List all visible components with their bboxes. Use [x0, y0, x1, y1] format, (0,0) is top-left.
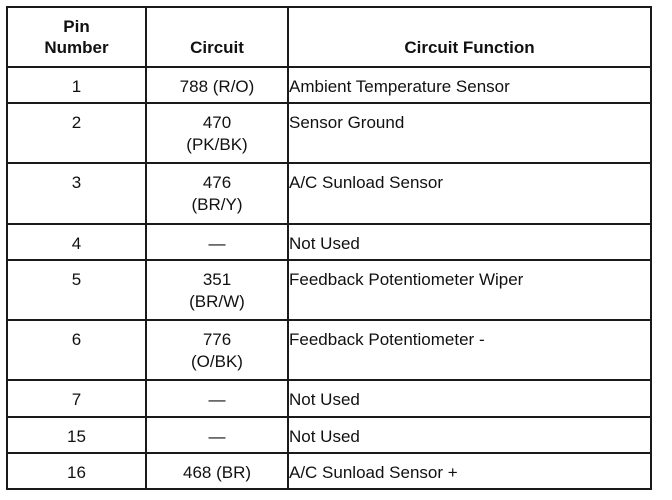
- circuit-line: —: [208, 390, 226, 410]
- circuit-cell: [146, 67, 288, 103]
- circuit-line: (BR/Y): [191, 195, 243, 215]
- circuit-cell: [146, 380, 288, 416]
- header-pin-line-2: Number: [44, 38, 109, 57]
- circuit-cell: [146, 260, 288, 320]
- circuit-function-cell: Not Used: [288, 224, 651, 260]
- pin-number-cell: 7: [7, 380, 146, 416]
- pin-number-cell: 3: [7, 163, 146, 223]
- circuit-function-cell: Not Used: [288, 417, 651, 453]
- table-row: [7, 453, 651, 489]
- circuit-cell: [146, 163, 288, 223]
- table-row: [7, 163, 651, 223]
- table-header-row: [7, 7, 651, 67]
- circuit-line: 788 (R/O): [179, 77, 255, 96]
- table-row: [7, 67, 651, 103]
- circuit-line: 476: [202, 173, 232, 193]
- circuit-line: —: [208, 233, 226, 253]
- circuit-line: (PK/BK): [186, 135, 248, 155]
- circuit-cell: [146, 103, 288, 163]
- table-row: [7, 103, 651, 163]
- circuit-cell: [146, 224, 288, 260]
- pin-number-cell: 4: [7, 224, 146, 260]
- circuit-line: 470: [202, 113, 232, 133]
- circuit-function-cell: Not Used: [288, 380, 651, 416]
- circuit-function-cell: A/C Sunload Sensor +: [288, 453, 651, 489]
- circuit-function-cell: A/C Sunload Sensor: [288, 163, 651, 223]
- table-row: [7, 417, 651, 453]
- pin-number-cell: 5: [7, 260, 146, 320]
- pin-number-cell: 2: [7, 103, 146, 163]
- table-row: [7, 320, 651, 380]
- table-row: [7, 380, 651, 416]
- table-row: [7, 260, 651, 320]
- circuit-cell: [146, 320, 288, 380]
- circuit-function-cell: Feedback Potentiometer -: [288, 320, 651, 380]
- circuit-function-cell: Feedback Potentiometer Wiper: [288, 260, 651, 320]
- pin-number-cell: 6: [7, 320, 146, 380]
- circuit-cell: [146, 417, 288, 453]
- circuit-function-cell: Ambient Temperature Sensor: [288, 67, 651, 103]
- table-body: [7, 67, 651, 489]
- circuit-line: 351: [202, 269, 232, 289]
- circuit-line: 468 (BR): [182, 462, 252, 482]
- circuit-line: (O/BK): [191, 352, 243, 372]
- pinout-table: [6, 6, 652, 490]
- pin-number-cell: 1: [7, 67, 146, 103]
- header-pin-line-1: Pin: [63, 17, 90, 36]
- circuit-line: (BR/W): [189, 291, 245, 311]
- circuit-line: 776: [202, 330, 232, 350]
- pinout-table-container: [6, 6, 650, 490]
- header-circuit-function: Circuit Function: [288, 7, 651, 67]
- pin-number-cell: 15: [7, 417, 146, 453]
- circuit-function-cell: Sensor Ground: [288, 103, 651, 163]
- header-pin-number: [7, 7, 146, 67]
- header-circuit: Circuit: [146, 7, 288, 67]
- circuit-line: —: [208, 426, 226, 446]
- table-row: [7, 224, 651, 260]
- pin-number-cell: 16: [7, 453, 146, 489]
- circuit-cell: [146, 453, 288, 489]
